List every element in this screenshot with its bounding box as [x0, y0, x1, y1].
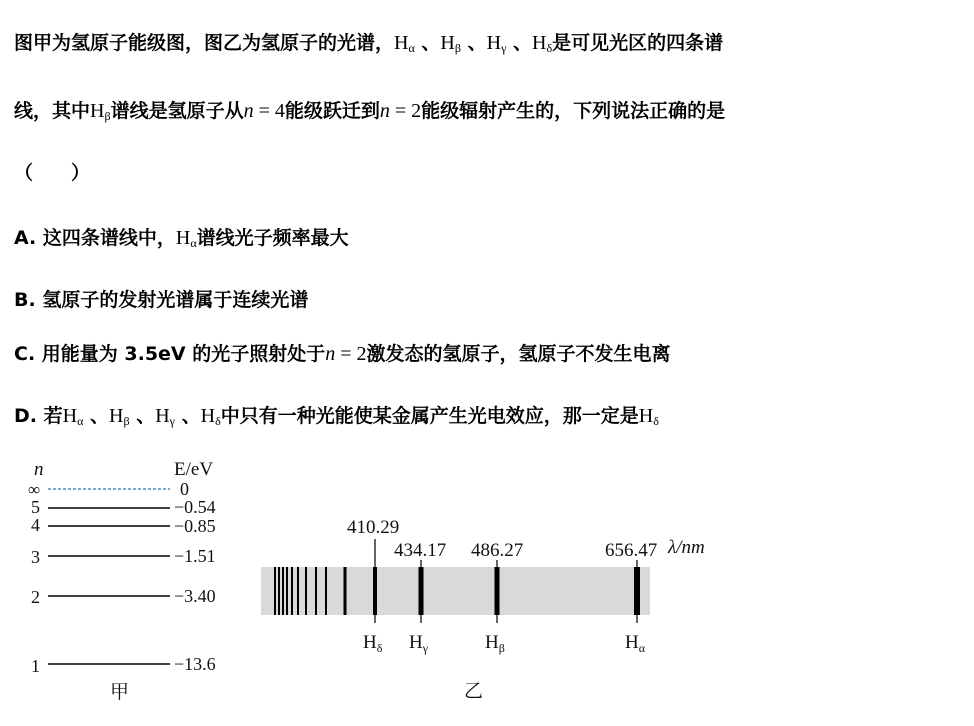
- h-symbol: H: [638, 405, 654, 427]
- beta-subscript: β: [454, 41, 461, 55]
- energy-level-diagram: [0, 455, 260, 715]
- h-delta-wavelength: 410.29: [347, 517, 400, 538]
- h-symbol: H: [62, 405, 78, 427]
- separator: 、: [89, 405, 109, 427]
- level-number: 2: [411, 100, 422, 122]
- separator: 、: [181, 405, 201, 427]
- separator: 、: [421, 32, 441, 54]
- level-5-n: 5: [31, 497, 40, 517]
- option-b: [14, 287, 308, 313]
- delta-subscript: δ: [546, 41, 553, 55]
- option-d: [14, 403, 659, 434]
- bracket-text: （ ）: [14, 162, 91, 184]
- option-c: [14, 341, 671, 367]
- equals-sign: =: [335, 343, 357, 365]
- level-1-n: 1: [31, 656, 40, 676]
- wavelength-unit: λ/nm: [668, 537, 705, 558]
- level-2-n: 2: [31, 587, 40, 607]
- alpha-subscript: α: [408, 41, 415, 55]
- n-variable: n: [379, 100, 390, 122]
- level-number: 4: [274, 100, 285, 122]
- n-header: n: [34, 459, 44, 480]
- option-d-text: 中只有一种光能使某金属产生光电效应，那一定是: [220, 405, 639, 427]
- question-line-2: [14, 98, 725, 129]
- question-text: 谱线是氢原子从: [110, 100, 244, 122]
- level-3-n: 3: [31, 547, 40, 567]
- h-beta-label: $H_\beta$: [485, 632, 505, 655]
- option-c-text: 激发态的氢原子，氢原子不发生电离: [366, 343, 671, 365]
- option-c-text: C. 用能量为 3.5eV 的光子照射处于: [14, 343, 326, 365]
- level-5-energy: −0.54: [174, 497, 216, 517]
- n-variable: n: [243, 100, 254, 122]
- option-a-text: A. 这四条谱线中，: [14, 227, 176, 249]
- energy-header: E/eV: [174, 459, 214, 480]
- h-symbol: H: [200, 405, 216, 427]
- equals-sign: =: [389, 100, 412, 122]
- question-text: 图甲为氢原子能级图，图乙为氢原子的光谱，: [14, 32, 395, 54]
- beta-subscript: β: [123, 414, 130, 428]
- spectrum-band: [261, 567, 650, 615]
- level-1-energy: −13.6: [174, 654, 216, 674]
- separator: 、: [467, 32, 487, 54]
- h-alpha-wavelength: 656.47: [605, 540, 658, 561]
- separator: 、: [513, 32, 533, 54]
- question-text: 能级跃迁到: [284, 100, 380, 122]
- h-alpha-label: $H_\alpha$: [625, 632, 646, 655]
- h-symbol: H: [394, 32, 409, 54]
- h-beta-wavelength: 486.27: [471, 540, 524, 561]
- diagram-caption: 甲: [110, 682, 130, 703]
- delta-subscript: δ: [653, 414, 659, 428]
- h-symbol: H: [155, 405, 170, 427]
- spectrum-caption: 乙: [464, 681, 484, 702]
- alpha-subscript: α: [77, 414, 84, 428]
- level-4-n: 4: [31, 515, 40, 535]
- h-gamma-label: $H_\gamma$: [409, 632, 429, 655]
- h-symbol: H: [90, 100, 105, 122]
- level-inf-n: ∞: [28, 480, 41, 499]
- beta-subscript: β: [104, 109, 111, 123]
- level-number: 2: [356, 343, 367, 365]
- question-text: 是可见光区的四条谱: [552, 32, 724, 54]
- option-b-text: B. 氢原子的发射光谱属于连续光谱: [14, 289, 309, 311]
- equals-sign: =: [253, 100, 275, 122]
- h-gamma-wavelength: 434.17: [394, 540, 447, 561]
- n-variable: n: [325, 343, 336, 365]
- gamma-subscript: γ: [169, 414, 175, 428]
- spectrum-diagram: [250, 505, 720, 715]
- separator: 、: [136, 405, 156, 427]
- gamma-subscript: γ: [501, 41, 507, 55]
- answer-bracket: [14, 160, 90, 186]
- h-symbol: H: [109, 405, 124, 427]
- question-line-1: [14, 30, 723, 61]
- option-a: [14, 225, 349, 256]
- h-delta-label: $H_\delta$: [363, 632, 383, 655]
- alpha-subscript: α: [190, 236, 197, 250]
- level-4-energy: −0.85: [174, 516, 216, 536]
- h-symbol: H: [532, 32, 547, 54]
- h-symbol: H: [440, 32, 455, 54]
- delta-subscript: δ: [215, 414, 221, 428]
- question-text: 线，其中: [14, 100, 91, 122]
- h-symbol: H: [486, 32, 502, 54]
- question-text: 能级辐射产生的，下列说法正确的是: [421, 100, 726, 122]
- option-a-text: 谱线光子频率最大: [196, 227, 349, 249]
- option-d-text: D. 若: [14, 405, 63, 427]
- level-inf-energy: 0: [180, 479, 189, 499]
- h-symbol: H: [175, 227, 191, 249]
- level-3-energy: −1.51: [174, 546, 216, 566]
- level-2-energy: −3.40: [174, 586, 216, 606]
